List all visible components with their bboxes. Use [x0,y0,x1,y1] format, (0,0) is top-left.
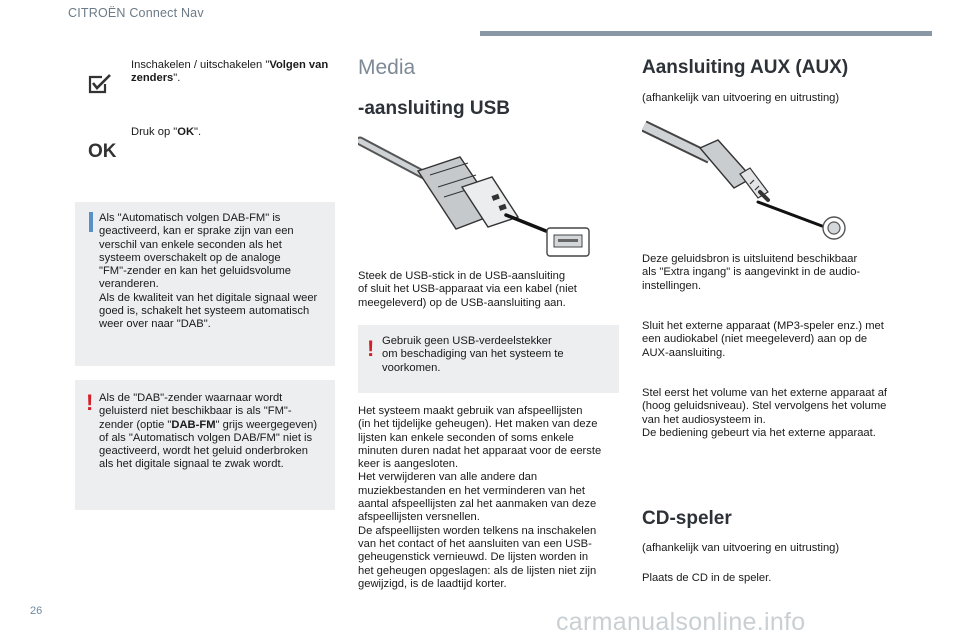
heading-usb: -aansluiting USB [358,98,511,119]
cd-availability-note: (afhankelijk van uitvoering en uitrusting) [642,542,840,554]
warning-icon: ! [367,336,375,361]
page-number: 26 [30,605,43,617]
warning-text-usb: Gebruik geen USB-verdeelstekker om beschadiging van het systeem te voorkomen. [382,335,564,374]
section-title-media: Media [358,56,416,79]
info-text: Als "Automatisch volgen DAB-FM" is geactiveerd, kan er sprake zijn van een verschil van enkele seconden als het systeem overschakelt op de analoge "FM"-zender en kan het geluidsvolume veranderen. Als de kwaliteit van het digitale signaal weer goed is, schakelt het systeem automatisch weer over naar "DAB". [99,212,318,331]
watermark: carmanualsonline.info [556,608,806,636]
usb-plug-icon [358,135,594,260]
toggle-follow-stations-text: Inschakelen / uitschakelen "Volgen van zenders". [131,59,329,85]
header-bar [480,31,932,36]
heading-aux: Aansluiting AUX (AUX) [642,57,849,78]
aux-text-2: Sluit het externe apparaat (MP3-speler enz.) met een audiokabel (niet meegeleverd) aan op de AUX-aansluiting. [642,320,884,359]
info-icon [89,212,93,232]
aux-availability-note: (afhankelijk van uitvoering en uitrusting) [642,92,840,104]
warning-text-dab: Als de "DAB"-zender waarnaar wordt geluisterd niet beschikbaar is als "FM"- zender (optie "DAB-FM" grijs weergegeven) of als "Automatisch volgen DAB/FM" niet is geactiveerd, wordt het geluid onderbroken als het digitale signaal te zwak wordt. [99,392,318,471]
aux-jack-icon [642,118,854,244]
press-ok-text: Druk op "OK". [131,126,202,138]
aux-text-3: Stel eerst het volume van het externe apparaat af (hoog geluidsniveau). Stel vervolgens het volume van het audiosysteem in. De bediening gebeurt via het externe apparaat. [642,387,888,439]
playlist-text: Het systeem maakt gebruik van afspeellijsten (in het tijdelijke geheugen). Het maken van deze lijsten kan enkele seconden of soms enkele minuten duren nadat het apparaat voor de eerste keer is aangesloten. Het verwijderen van alle andere dan muziekbestanden en het verminderen van het aantal afspeellijsten zal het aanmaken van deze afspeellijsten versnellen. De afspeellijsten worden telkens na inschakelen van het contact of het aansluiten van een USB- geheugenstick vernieuwd. De lijsten worden in het geheugen opgeslagen: als de lijsten niet zijn gewijzigd, is de laadtijd korter. [358,405,602,590]
warning-icon: ! [86,390,94,415]
usb-instructions: Steek de USB-stick in de USB-aansluiting of sluit het USB-apparaat via een kabel (niet meegeleverd) op de USB-aansluiting aan. [358,270,577,309]
ok-icon: OK [88,141,117,162]
header-title: CITROËN Connect Nav [68,6,204,20]
aux-text-1: Deze geluidsbron is uitsluitend beschikbaar als "Extra ingang" is aangevinkt in de audio- instellingen. [642,253,861,292]
cd-text: Plaats de CD in de speler. [642,572,772,584]
checkbox-icon [88,74,112,94]
heading-cd: CD-speler [642,508,732,529]
